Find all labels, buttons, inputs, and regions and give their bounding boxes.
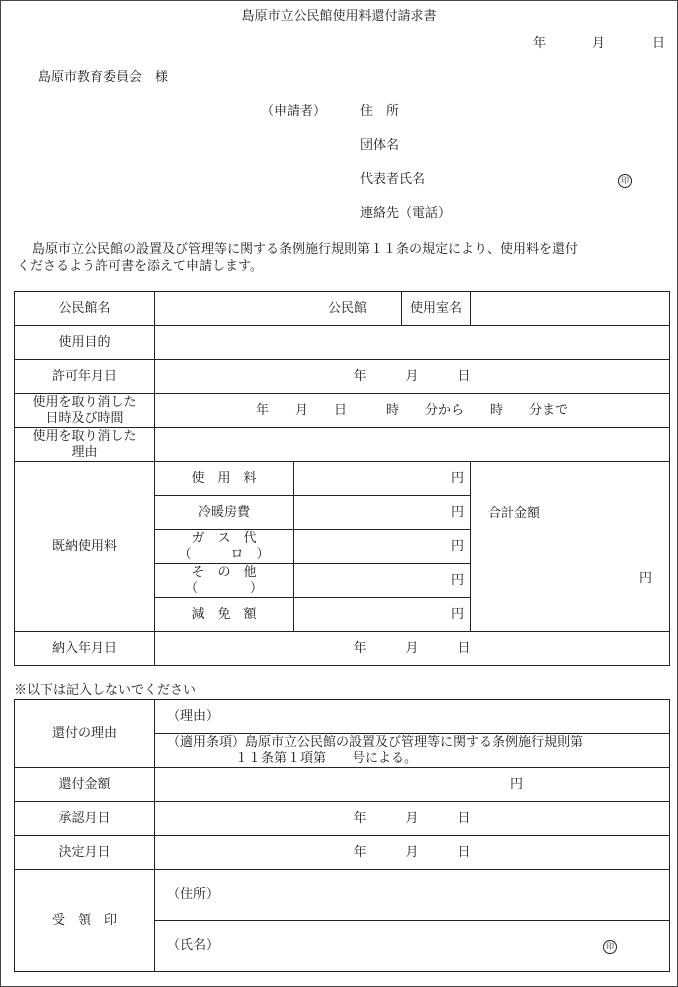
heating-fee-field[interactable] — [294, 496, 471, 530]
receipt-name-field[interactable] — [155, 921, 670, 972]
gas-fee-field[interactable] — [294, 530, 471, 564]
table-row — [15, 870, 670, 921]
cancel-datetime-label: 使用を取り消した 日時及び時間 — [15, 394, 155, 428]
approval-date-field[interactable]: 年 月 日 — [155, 802, 670, 836]
exemption-label: 減 免 額 — [155, 598, 294, 632]
refund-amount-label: 還付金額 — [15, 768, 155, 802]
cancel-reason-label: 使用を取り消した 理由 — [15, 428, 155, 462]
applicant-contact-label: 連絡先（電話） — [360, 206, 452, 221]
refund-amount-field[interactable] — [155, 768, 670, 802]
seal-mark: 印 — [618, 173, 632, 188]
yen-unit: 円 — [510, 777, 524, 792]
room-name-label: 使用室名 — [402, 292, 471, 326]
refund-reason-field[interactable]: （理由） — [155, 700, 670, 734]
date-month: 月 — [592, 36, 606, 51]
table-row — [15, 428, 670, 462]
table-row — [15, 802, 670, 836]
yen-unit: 円 — [451, 470, 465, 486]
purpose-label: 使用目的 — [15, 326, 155, 360]
applicant-representative-label: 代表者氏名 — [360, 172, 426, 187]
other-fee-field[interactable] — [294, 564, 471, 598]
applicant-group-label: 団体名 — [360, 138, 400, 153]
table-row — [15, 360, 670, 394]
cancel-reason-field[interactable] — [155, 428, 670, 462]
permit-date-field[interactable]: 年 月 日 — [155, 360, 670, 394]
applicant-label: （申請者） — [261, 104, 327, 119]
approval-date-label: 承認月日 — [15, 802, 155, 836]
gas-fee-label: ガ ス 代 （ ロ ） — [155, 530, 294, 564]
cancel-datetime-field[interactable]: 年 月 日 時 分から 時 分まで — [155, 394, 670, 428]
applicant-address-label: 住 所 — [360, 104, 400, 119]
heating-fee-label: 冷暖房費 — [155, 496, 294, 530]
other-fee-label: そ の 他 （ ） — [155, 564, 294, 598]
date-year: 年 — [533, 36, 547, 51]
room-name-field[interactable] — [471, 292, 670, 326]
yen-unit: 円 — [451, 504, 465, 520]
payment-date-field[interactable]: 年 月 日 — [155, 632, 670, 666]
exemption-field[interactable] — [294, 598, 471, 632]
request-table — [14, 291, 670, 666]
usage-fee-label: 使 用 料 — [155, 462, 294, 496]
office-use-table — [14, 699, 670, 972]
date-day: 日 — [652, 36, 666, 51]
refund-reason-label: 還付の理由 — [15, 700, 155, 768]
payment-date-label: 納入年月日 — [15, 632, 155, 666]
table-row — [15, 700, 670, 734]
body-text-line1: 島原市立公民館の設置及び管理等に関する条例施行規則第１１条の規定により、使用料を還付 — [32, 242, 579, 257]
usage-fee-field[interactable] — [294, 462, 471, 496]
decision-date-field[interactable]: 年 月 日 — [155, 836, 670, 870]
body-text-line2: くださるよう許可書を添えて申請します。 — [17, 259, 263, 274]
seal-mark: 印 — [603, 939, 617, 954]
total-amount-field[interactable] — [471, 462, 670, 632]
addressee: 島原市教育委員会 様 — [38, 70, 169, 85]
receipt-address-field[interactable]: （住所） — [155, 870, 670, 921]
purpose-field[interactable] — [155, 326, 670, 360]
paid-fees-label: 既納使用料 — [15, 462, 155, 632]
receipt-name-label: （氏名） — [167, 938, 220, 954]
table-row — [15, 768, 670, 802]
permit-date-label: 許可年月日 — [15, 360, 155, 394]
table-row — [15, 836, 670, 870]
table-row — [15, 292, 670, 326]
table-row — [15, 632, 670, 666]
table-row — [15, 462, 670, 496]
decision-date-label: 決定月日 — [15, 836, 155, 870]
hall-name-field[interactable]: 公民館 — [155, 292, 402, 326]
hall-name-label: 公民館名 — [15, 292, 155, 326]
note-do-not-fill: ※以下は記入しないでください — [14, 683, 197, 698]
total-amount-label: 合計金額 — [488, 506, 541, 521]
table-row — [15, 394, 670, 428]
document-title: 島原市立公民館使用料還付請求書 — [241, 9, 437, 24]
yen-unit: 円 — [451, 538, 465, 554]
applicable-clause-field[interactable]: （適用条項）島原市立公民館の設置及び管理等に関する条例施行規則第 １１条第１項第 号による。 — [155, 734, 670, 768]
table-row — [15, 326, 670, 360]
receipt-seal-label: 受 領 印 — [15, 870, 155, 972]
yen-unit: 円 — [451, 572, 465, 588]
yen-unit: 円 — [451, 606, 465, 622]
yen-unit: 円 — [639, 571, 653, 586]
